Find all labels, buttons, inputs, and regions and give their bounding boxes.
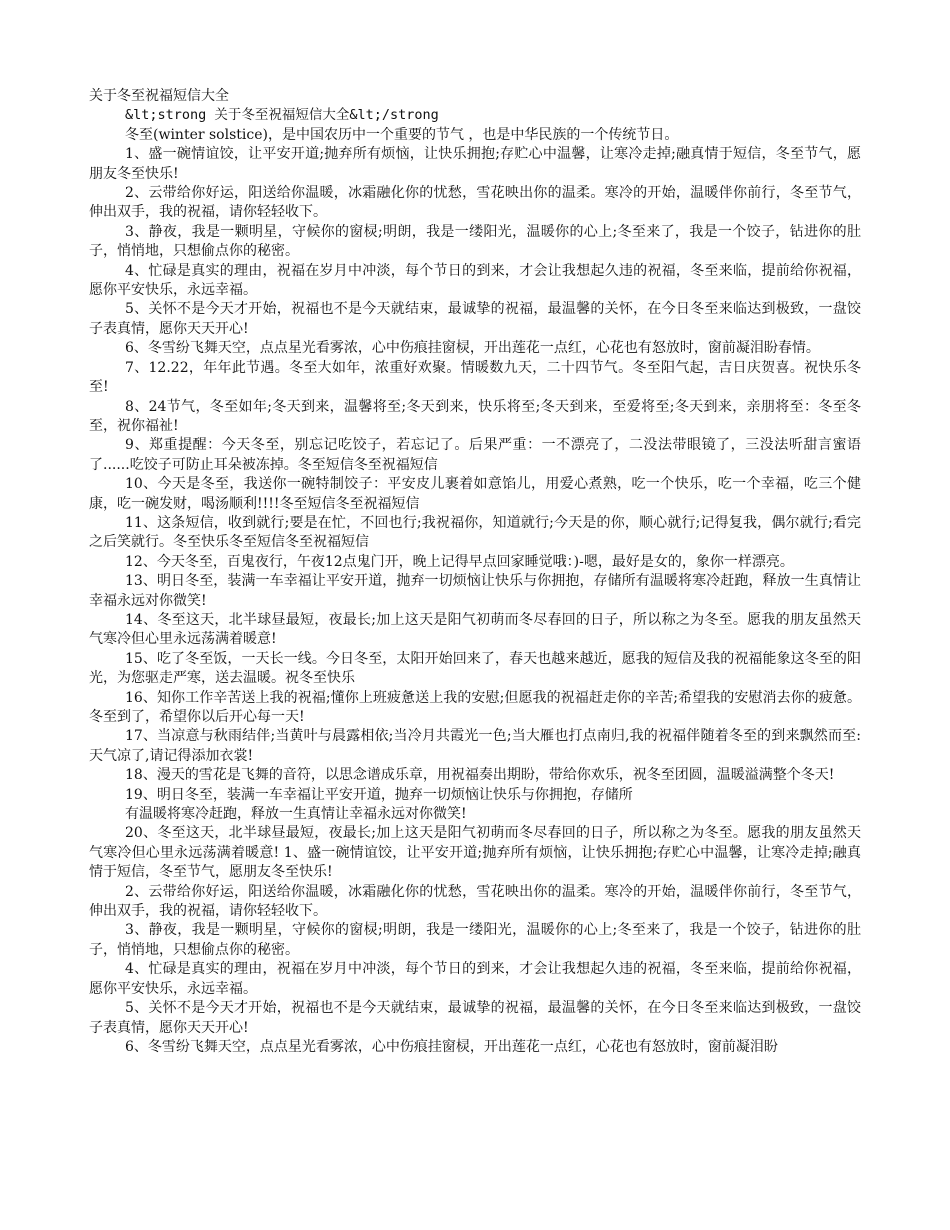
paragraph: 有温暖将寒冷赶跑，释放一生真情让幸福永远对你微笑! — [125, 806, 467, 823]
paragraph: 20、冬至这天，北半球昼最短，夜最长;加上这天是阳气初萌而冬尽春回的日子，所以称之为冬至。愿我的朋友虽然天气寒冷但心里永远荡满着暖意! 1、盛一碗情谊饺，让平安开道;抛弃所有烦恼，让快乐拥抱;存贮心中温馨，让寒冷走掉;融真情于短信，冬至节气，愿朋友冬至快乐! — [89, 825, 861, 881]
paragraph: 14、冬至这天，北半球昼最短，夜最长;加上这天是阳气初萌而冬尽春回的日子，所以称之为冬至。愿我的朋友虽然天气寒冷但心里永远荡满着暖意! — [89, 611, 861, 648]
paragraph: 3、静夜，我是一颗明星，守候你的窗棂;明朗，我是一缕阳光，温暖你的心上;冬至来了，我是一个饺子，钻进你的肚子，悄悄地，只想偷点你的秘密。 — [89, 922, 861, 958]
paragraph: 冬至(winter solstice)，是中国农历中一个重要的节气 ，也是中华民族的一个传统节日。 — [125, 126, 679, 143]
paragraph: 6、冬雪纷飞舞天空，点点星光看雾浓，心中伤痕挂窗棂，开出莲花一点红，心花也有怒放时，窗前凝泪盼春情。 — [125, 340, 820, 357]
paragraph: 1、盛一碗情谊饺，让平安开道;抛弃所有烦恼，让快乐拥抱;存贮心中温馨，让寒冷走掉;融真情于短信，冬至节气，愿朋友冬至快乐! — [89, 146, 861, 182]
paragraph: 18、漫天的雪花是飞舞的音符，以思念谱成乐章，用祝福奏出期盼，带给你欢乐，祝冬至团圆，温暖溢满整个冬天! — [125, 767, 835, 784]
paragraph: 15、吃了冬至饭，一天长一线。今日冬至，太阳开始回来了，春天也越来越近，愿我的短信及我的祝福能象这冬至的阳光，为您驱走严寒，送去温暖。祝冬至快乐 — [89, 650, 861, 687]
paragraph: 3、静夜，我是一颗明星，守候你的窗棂;明朗，我是一缕阳光，温暖你的心上;冬至来了，我是一个饺子，钻进你的肚子，悄悄地，只想偷点你的秘密。 — [89, 223, 861, 260]
paragraph: 5、关怀不是今天才开始，祝福也不是今天就结束，最诚挚的祝福，最温馨的关怀，在今日冬至来临达到极致，一盘饺子表真情，愿你天天开心! — [89, 1000, 861, 1036]
paragraph: 16、知你工作辛苦送上我的祝福;懂你上班疲惫送上我的安慰;但愿我的祝福赶走你的辛苦;希望我的安慰消去你的疲惫。冬至到了，希望你以后开心每一天! — [89, 689, 861, 725]
paragraph: 10、今天是冬至，我送你一碗特制饺子：平安皮儿裹着如意馅儿，用爱心煮熟，吃一个快乐，吃一个幸福，吃三个健康，吃一碗发财，喝汤顺利!!!!冬至短信冬至祝福短信 — [89, 476, 861, 512]
paragraph: 13、明日冬至，装满一车幸福让平安开道，抛弃一切烦恼让快乐与你拥抱，存储所有温暖将寒冷赶跑，释放一生真情让幸福永远对你微笑! — [89, 573, 861, 609]
document-title: 关于冬至祝福短信大全 — [89, 88, 229, 104]
paragraph: 4、忙碌是真实的理由，祝福在岁月中冲淡，每个节日的到来，才会让我想起久违的祝福，冬至来临，提前给你祝福，愿你平安快乐，永远幸福。 — [89, 961, 861, 997]
paragraph: 2、云带给你好运，阳送给你温暖，冰霜融化你的忧愁，雪花映出你的温柔。寒冷的开始，温暖伴你前行，冬至节气，伸出双手，我的祝福，请你轻轻收下。 — [89, 185, 861, 221]
paragraph: 8、24节气，冬至如年;冬天到来，温馨将至;冬天到来，快乐将至;冬天到来，至爱将至;冬天到来，亲朋将至：冬至冬至，祝你福祉! — [89, 398, 861, 434]
paragraph: 4、忙碌是真实的理由，祝福在岁月中冲淡，每个节日的到来，才会让我想起久违的祝福，冬至来临，提前给你祝福，愿你平安快乐，永远幸福。 — [89, 262, 861, 299]
paragraph: 5、关怀不是今天才开始，祝福也不是今天就结束，最诚挚的祝福，最温馨的关怀，在今日冬至来临达到极致，一盘饺子表真情，愿你天天开心! — [89, 301, 861, 337]
paragraph: 19、明日冬至，装满一车幸福让平安开道，抛弃一切烦恼让快乐与你拥抱，存储所 — [125, 786, 633, 803]
strong-tag-line: &lt;strong 关于冬至祝福短信大全&lt;/strong — [125, 107, 439, 124]
paragraph: 9、郑重提醒：今天冬至，别忘记吃饺子，若忘记了。后果严重：一不漂亮了，二没法带眼镜了，三没法听甜言蜜语了......吃饺子可防止耳朵被冻掉。冬至短信冬至祝福短信 — [89, 437, 861, 473]
paragraph: 6、冬雪纷飞舞天空，点点星光看雾浓，心中伤痕挂窗棂，开出莲花一点红，心花也有怒放时，窗前凝泪盼 — [125, 1038, 778, 1055]
paragraph: 2、云带给你好运，阳送给你温暖，冰霜融化你的忧愁，雪花映出你的温柔。寒冷的开始，温暖伴你前行，冬至节气，伸出双手，我的祝福，请你轻轻收下。 — [89, 883, 861, 920]
paragraph: 17、当凉意与秋雨结伴;当黄叶与晨露相依;当冷月共霞光一色;当大雁也打点南归,我的祝福伴随着冬至的到来飘然而至:天气凉了,请记得添加衣裳! — [89, 728, 861, 764]
paragraph: 12、今天冬至，百鬼夜行，午夜12点鬼门开，晚上记得早点回家睡觉哦：)-嗯，最好是女的，象你一样漂亮。 — [125, 553, 794, 570]
paragraph: 11、这条短信，收到就行;要是在忙，不回也行;我祝福你，知道就行;今天是的你，顺心就行;记得复我，偶尔就行;看完之后笑就行。冬至快乐冬至短信冬至祝福短信 — [89, 514, 861, 551]
document-page — [89, 87, 861, 1057]
paragraph: 7、12.22，年年此节遇。冬至大如年，浓重好欢聚。情暖数九天，二十四节气。冬至阳气起，吉日庆贺喜。祝快乐冬至! — [89, 359, 861, 396]
